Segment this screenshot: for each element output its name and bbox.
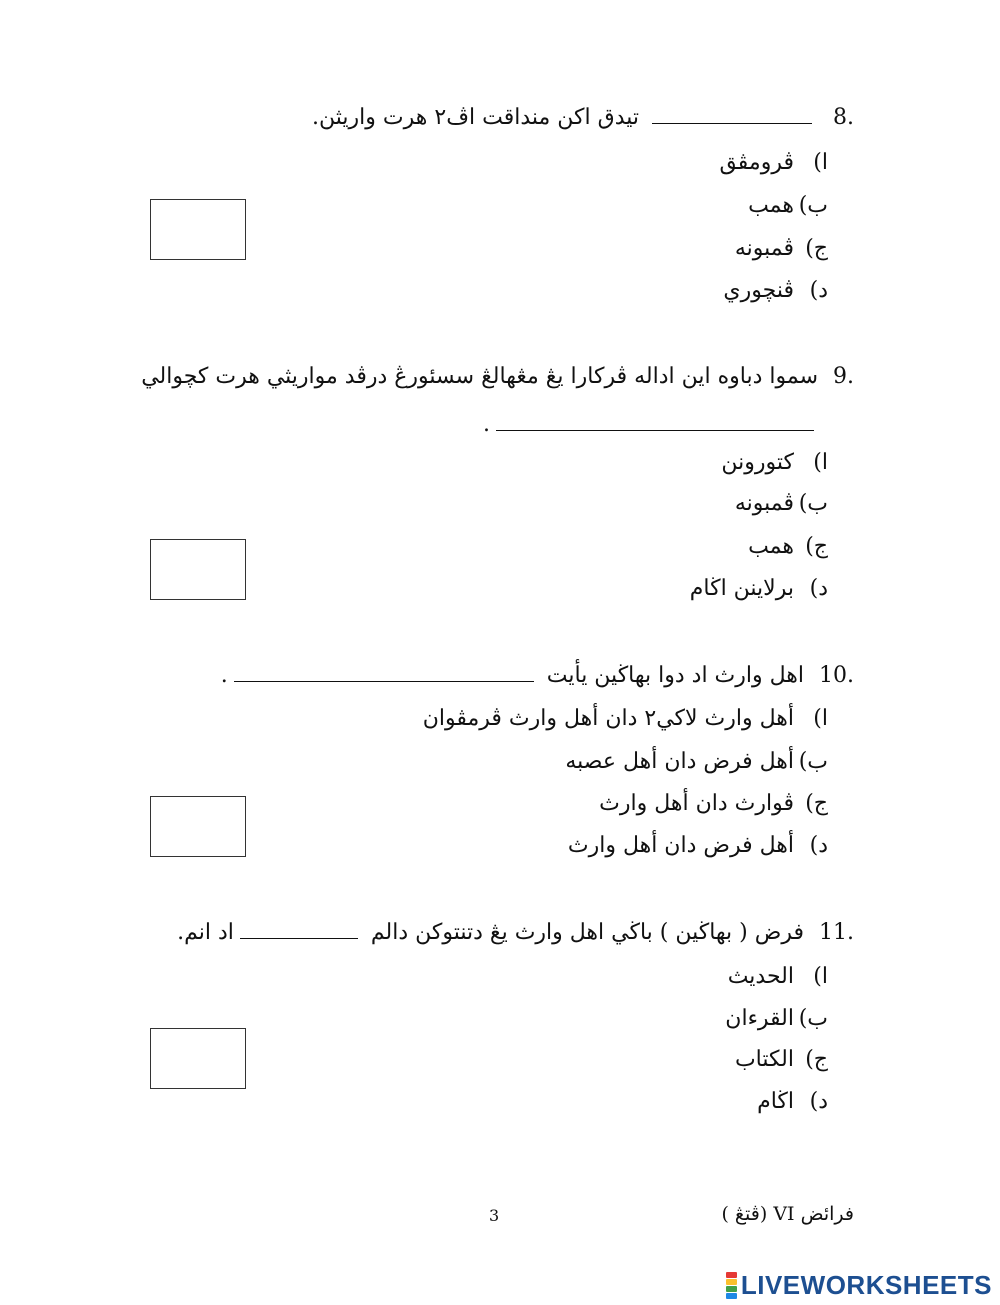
option-letter: ا) bbox=[813, 450, 828, 475]
page-number: 3 bbox=[489, 1206, 500, 1225]
option-c bbox=[599, 789, 828, 819]
answer-box-11[interactable] bbox=[150, 1028, 246, 1089]
option-text: كتورونن bbox=[721, 450, 794, 475]
option-letter: ج) bbox=[805, 534, 828, 559]
option-text: ڤمبونه bbox=[734, 491, 794, 516]
question-text-end: اد انم. bbox=[177, 920, 234, 945]
option-letter: ج) bbox=[805, 1047, 828, 1072]
option-text: أهل فرض دان أهل عصبه bbox=[565, 749, 794, 774]
option-text: ڤوارث دان أهل وارث bbox=[599, 791, 794, 816]
question-text-end: . bbox=[220, 663, 228, 688]
watermark-text: LIVEWORKSHEETS bbox=[740, 1269, 992, 1300]
answer-blank bbox=[240, 920, 358, 939]
option-letter: د) bbox=[809, 278, 828, 303]
option-text: ڤمبونه bbox=[734, 236, 794, 261]
option-c bbox=[735, 1045, 828, 1075]
option-text: الكتاب bbox=[734, 1047, 794, 1072]
option-d bbox=[757, 1087, 828, 1117]
option-letter: ا) bbox=[813, 706, 828, 731]
question-11 bbox=[177, 918, 854, 948]
liveworksheets-logo-icon bbox=[726, 1272, 737, 1299]
option-d bbox=[690, 574, 828, 604]
question-9 bbox=[141, 362, 854, 392]
question-9-continuation bbox=[483, 410, 820, 440]
option-text: أهل فرض دان أهل وارث bbox=[567, 833, 794, 858]
question-text: فرض ( بهاڬين ) باڬي اهل وارث يڠ دتنتوكن دالم bbox=[370, 920, 804, 945]
option-a bbox=[721, 448, 828, 478]
option-letter: ج) bbox=[805, 236, 828, 261]
option-text: القرءان bbox=[725, 1006, 794, 1031]
question-number: 9. bbox=[833, 364, 854, 389]
answer-blank bbox=[652, 105, 812, 124]
option-a bbox=[728, 962, 828, 992]
option-text: برلاينن اڬام bbox=[689, 576, 794, 601]
question-8 bbox=[312, 103, 854, 133]
answer-box-10[interactable] bbox=[150, 796, 246, 857]
option-letter: ب) bbox=[798, 193, 828, 218]
liveworksheets-watermark bbox=[726, 1271, 992, 1299]
option-b bbox=[748, 191, 828, 221]
question-text-end: . bbox=[483, 412, 490, 437]
option-b bbox=[565, 747, 828, 777]
question-text: سموا دباوه اين اداله ڤركارا يڠ مڠهالڠ سسئورڠ درڤد مواريثي هرت كچوالي bbox=[141, 364, 818, 389]
answer-box-9[interactable] bbox=[150, 539, 246, 600]
option-letter: د) bbox=[809, 576, 828, 601]
option-letter: ب) bbox=[798, 749, 828, 774]
option-b bbox=[735, 489, 828, 519]
option-a bbox=[423, 704, 828, 734]
option-a bbox=[719, 148, 828, 178]
option-letter: ج) bbox=[805, 791, 828, 816]
answer-blank bbox=[234, 663, 534, 682]
option-text: أهل وارث لاكي٢ دان أهل وارث ڤرمڤوان bbox=[422, 706, 794, 731]
question-10 bbox=[221, 661, 854, 691]
option-text: الحديث bbox=[727, 964, 794, 989]
option-letter: د) bbox=[809, 833, 828, 858]
option-letter: ا) bbox=[813, 150, 828, 175]
option-letter: ا) bbox=[813, 964, 828, 989]
question-number: 8. bbox=[833, 105, 854, 130]
option-text: اڬام bbox=[757, 1089, 794, 1114]
option-b bbox=[725, 1004, 828, 1034]
option-letter: ب) bbox=[798, 1006, 828, 1031]
option-d bbox=[568, 831, 828, 861]
option-text: ڤنچوري bbox=[723, 278, 794, 303]
option-d bbox=[723, 276, 828, 306]
question-number: 11. bbox=[819, 920, 854, 945]
answer-box-8[interactable] bbox=[150, 199, 246, 260]
option-c bbox=[748, 532, 828, 562]
option-text: همب bbox=[748, 193, 794, 218]
option-letter: د) bbox=[809, 1089, 828, 1114]
option-c bbox=[735, 234, 828, 264]
question-text: تيدق اكن منداقت اڤ٢ هرت واريثن. bbox=[312, 105, 639, 130]
question-number: 10. bbox=[819, 663, 854, 688]
option-text: همب bbox=[748, 534, 794, 559]
footer-subject: فرائض VI (ڤتڠ ) bbox=[721, 1203, 854, 1225]
option-letter: ب) bbox=[798, 491, 828, 516]
question-text: اهل وارث اد دوا بهاڬين يأيت bbox=[546, 663, 804, 688]
option-text: ڤرومڤق bbox=[719, 150, 794, 175]
answer-blank bbox=[496, 412, 814, 431]
